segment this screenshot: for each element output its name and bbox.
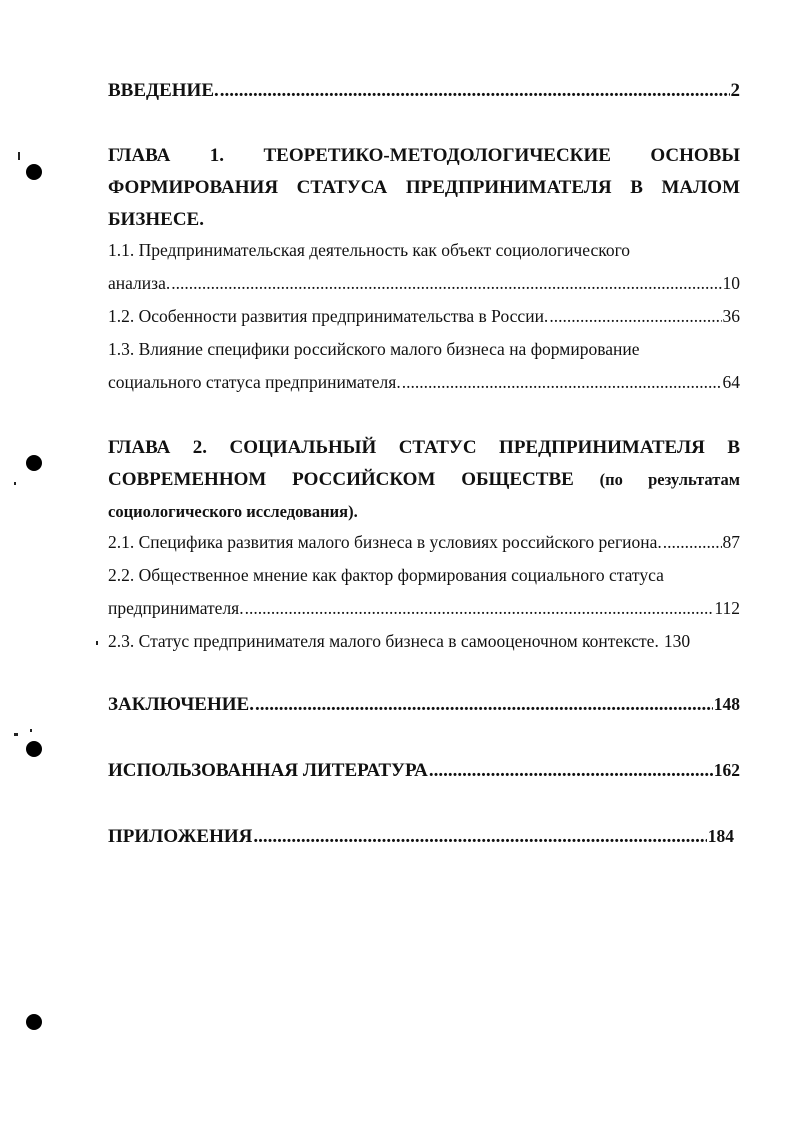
toc-label: 2.3. Статус предпринимателя малого бизнеса в самооценочном контексте. <box>108 631 659 651</box>
toc-page-number: 112 <box>714 598 740 618</box>
scan-speck <box>30 729 32 732</box>
chapter-2-title-line <box>108 496 740 528</box>
chapter-2-title-main: СОВРЕМЕННОМ РОССИЙСКОМ ОБЩЕСТВЕ <box>108 469 574 490</box>
toc-label: ЗАКЛЮЧЕНИЕ. <box>108 694 254 715</box>
toc-entry-2-1[interactable] <box>108 532 740 553</box>
toc-page-number: 64 <box>722 372 740 392</box>
scan-speck <box>14 733 18 736</box>
toc-label: ВВЕДЕНИЕ. <box>108 80 219 101</box>
chapter-1-title-line: ФОРМИРОВАНИЯ СТАТУСА ПРЕДПРИНИМАТЕЛЯ В МАЛОМ <box>108 177 740 198</box>
toc-label: социального статуса предпринимателя. <box>108 372 401 392</box>
toc-entry-appendix[interactable] <box>108 826 734 848</box>
scan-speck <box>96 641 98 645</box>
leader-dots <box>402 372 722 393</box>
toc-page-number: 87 <box>722 532 740 552</box>
toc-entry-2-3[interactable] <box>108 631 740 652</box>
leader-dots <box>255 694 713 716</box>
toc-label: 2.1. Специфика развития малого бизнеса в условиях российского региона. <box>108 532 662 552</box>
binder-hole <box>26 741 42 757</box>
section-1-1-line: 1.1. Предпринимательская деятельность как объект социологического <box>108 240 631 260</box>
binder-hole <box>26 164 42 180</box>
binder-hole <box>26 1014 42 1030</box>
toc-label: 1.2. Особенности развития предпринимательства в России. <box>108 306 549 326</box>
toc-entry-intro[interactable] <box>108 80 740 102</box>
toc-page-number: 36 <box>722 306 740 326</box>
chapter-2-title-tail: (по результатам <box>599 470 741 489</box>
scan-speck <box>14 482 16 485</box>
toc-entry-1-2[interactable] <box>108 306 740 327</box>
toc-entry-literature[interactable] <box>108 760 740 782</box>
chapter-2-title-line: ГЛАВА 2. СОЦИАЛЬНЫЙ СТАТУС ПРЕДПРИНИМАТЕЛЯ В <box>108 437 740 458</box>
section-1-3-line: 1.3. Влияние специфики российского малого бизнеса на формирование <box>108 339 640 359</box>
binder-hole <box>26 455 42 471</box>
toc-entry-conclusion[interactable] <box>108 694 740 716</box>
leader-dots <box>220 80 730 102</box>
leader-dots <box>171 273 721 294</box>
chapter-1-title-line: БИЗНЕСЕ. <box>108 209 204 230</box>
toc-entry-1-1[interactable] <box>108 273 740 294</box>
leader-dots <box>549 306 721 327</box>
toc-page-number: 2 <box>730 80 740 101</box>
section-2-2-line: 2.2. Общественное мнение как фактор формирования социального статуса <box>108 565 664 585</box>
toc-page-number: 162 <box>713 760 740 780</box>
toc-label: предпринимателя. <box>108 598 244 618</box>
toc-page-number: 130 <box>663 631 691 651</box>
chapter-2-title-line-3: социологического исследования). <box>108 502 358 521</box>
scan-speck <box>18 152 20 160</box>
toc-label: анализа. <box>108 273 171 293</box>
leader-dots <box>663 532 722 553</box>
chapter-2-title-line-2 <box>108 464 740 496</box>
chapter-1-title-line: ГЛАВА 1. ТЕОРЕТИКО-МЕТОДОЛОГИЧЕСКИЕ ОСНОВЫ <box>108 145 740 166</box>
leader-dots <box>429 760 713 782</box>
leader-dots <box>245 598 714 619</box>
toc-entry-1-3[interactable] <box>108 372 740 393</box>
toc-label: ПРИЛОЖЕНИЯ <box>108 826 253 847</box>
toc-entry-2-2[interactable] <box>108 598 740 619</box>
leader-dots <box>253 826 706 848</box>
toc-page-number: 148 <box>713 694 740 714</box>
toc-page-number: 10 <box>722 273 740 293</box>
toc-label: ИСПОЛЬЗОВАННАЯ ЛИТЕРАТУРА <box>108 760 428 781</box>
toc-page-number: 184 <box>707 826 734 846</box>
